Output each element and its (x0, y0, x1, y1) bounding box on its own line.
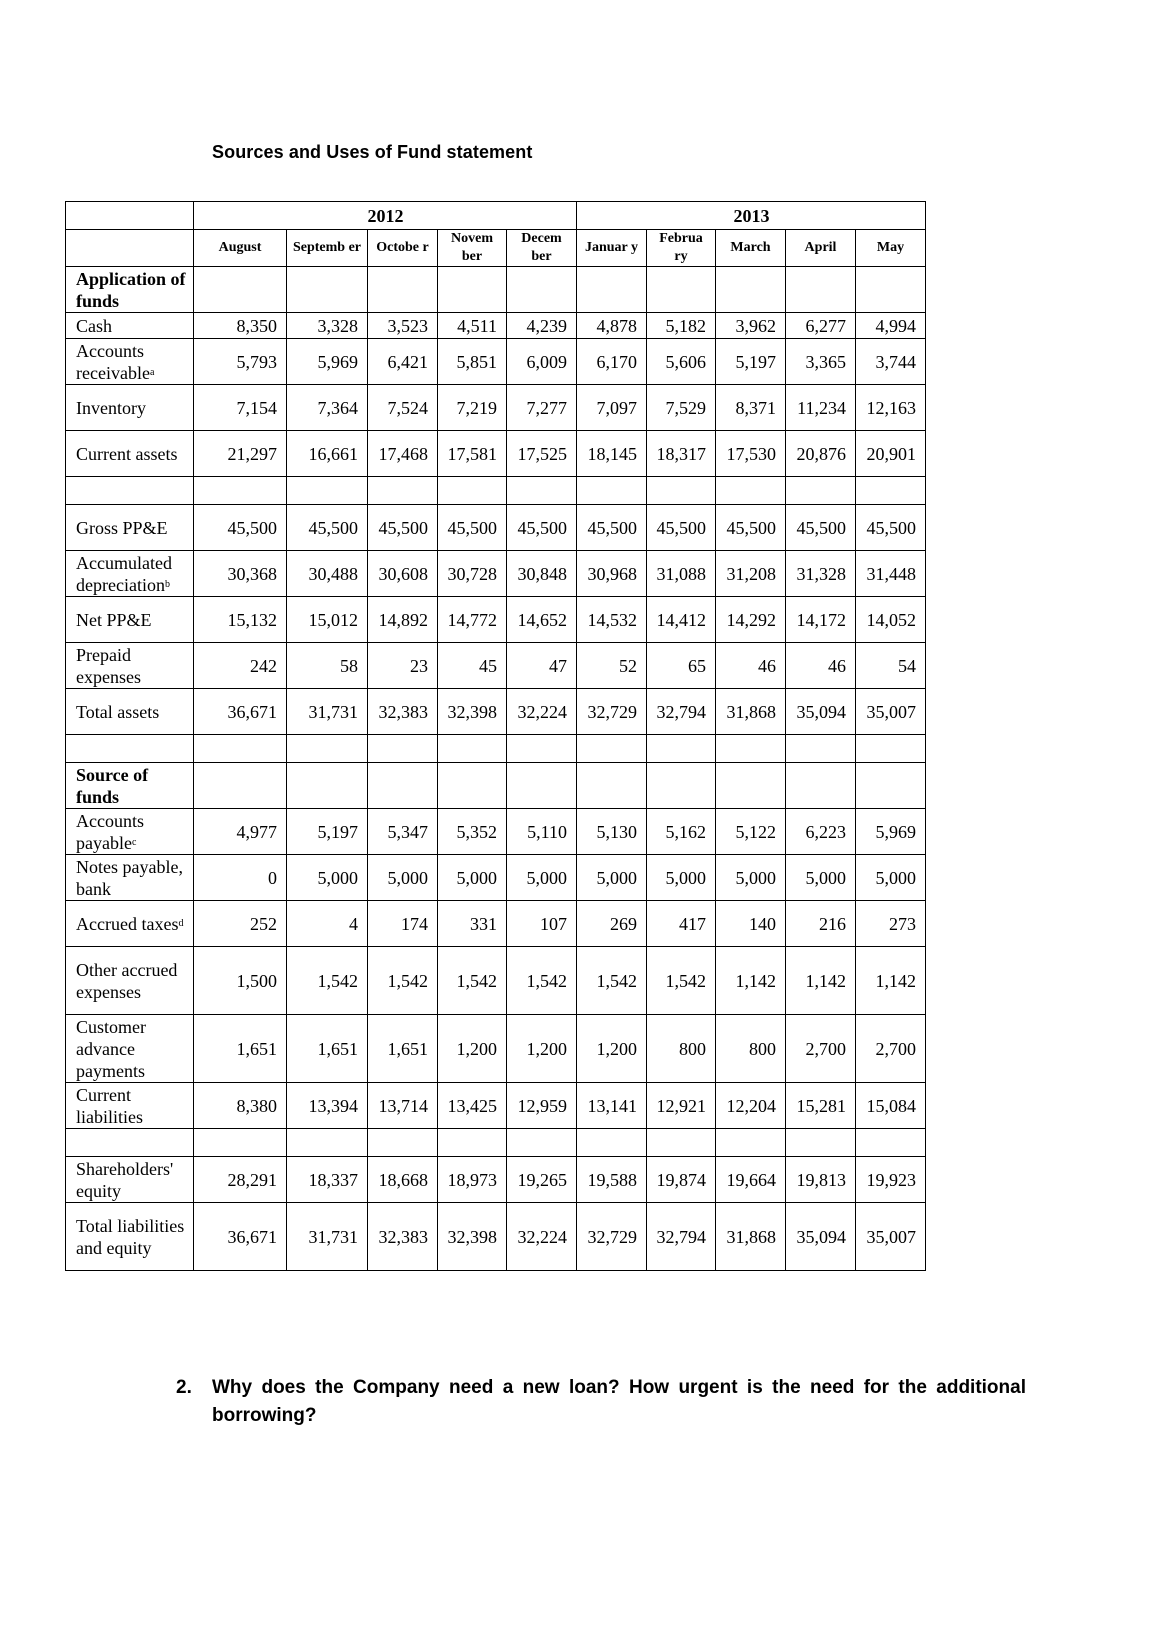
cell-value: 5,130 (577, 809, 647, 855)
spacer-row (66, 1129, 926, 1157)
table-row (66, 1083, 926, 1129)
cell-value: 14,412 (647, 597, 716, 643)
cell-value: 18,668 (368, 1157, 438, 1203)
cell-value: 18,973 (438, 1157, 507, 1203)
cell-value: 13,141 (577, 1083, 647, 1129)
cell-value: 46 (786, 643, 856, 689)
row-label: Total liabilities and equity (66, 1203, 194, 1271)
cell-value: 12,204 (716, 1083, 786, 1129)
cell-value: 15,281 (786, 1083, 856, 1129)
cell-value: 8,380 (194, 1083, 287, 1129)
row-label: Shareholders' equity (66, 1157, 194, 1203)
cell-value: 45,500 (577, 505, 647, 551)
cell-value: 3,328 (287, 313, 368, 339)
cell-value: 5,851 (438, 339, 507, 385)
year-header-row (66, 202, 926, 230)
cell-value: 19,874 (647, 1157, 716, 1203)
cell-value: 13,394 (287, 1083, 368, 1129)
month-header: Decem ber (507, 230, 577, 267)
table-row (66, 505, 926, 551)
cell-value: 1,200 (507, 1015, 577, 1083)
cell-value: 242 (194, 643, 287, 689)
cell-value: 800 (647, 1015, 716, 1083)
cell-value: 30,608 (368, 551, 438, 597)
row-label: Cash (66, 313, 194, 339)
cell-value: 21,297 (194, 431, 287, 477)
cell-value: 18,337 (287, 1157, 368, 1203)
cell-value: 252 (194, 901, 287, 947)
cell-value: 7,219 (438, 385, 507, 431)
cell-value: 14,772 (438, 597, 507, 643)
cell-value: 5,352 (438, 809, 507, 855)
cell-value: 35,007 (856, 689, 926, 735)
cell-value: 20,876 (786, 431, 856, 477)
cell-value: 54 (856, 643, 926, 689)
cell-value: 19,664 (716, 1157, 786, 1203)
cell-value: 1,142 (716, 947, 786, 1015)
cell-value: 7,529 (647, 385, 716, 431)
cell-value: 14,532 (577, 597, 647, 643)
cell-value: 2,700 (856, 1015, 926, 1083)
cell-value: 4,977 (194, 809, 287, 855)
cell-value: 3,523 (368, 313, 438, 339)
cell-value: 1,200 (577, 1015, 647, 1083)
cell-value: 3,365 (786, 339, 856, 385)
cell-value: 1,542 (577, 947, 647, 1015)
cell-value: 19,813 (786, 1157, 856, 1203)
cell-value: 2,700 (786, 1015, 856, 1083)
sources-uses-table (65, 201, 926, 1271)
month-header: Septemb er (287, 230, 368, 267)
cell-value: 5,197 (287, 809, 368, 855)
row-label: Other accrued expenses (66, 947, 194, 1015)
cell-value: 3,962 (716, 313, 786, 339)
cell-value: 5,162 (647, 809, 716, 855)
cell-value: 5,969 (287, 339, 368, 385)
cell-value: 5,969 (856, 809, 926, 855)
cell-value: 6,009 (507, 339, 577, 385)
cell-value: 30,848 (507, 551, 577, 597)
cell-value: 4,878 (577, 313, 647, 339)
cell-value: 1,542 (507, 947, 577, 1015)
cell-value: 30,968 (577, 551, 647, 597)
section-heading: Source of funds (66, 763, 194, 809)
cell-value: 4,511 (438, 313, 507, 339)
cell-value: 31,868 (716, 689, 786, 735)
cell-value: 6,223 (786, 809, 856, 855)
cell-value: 1,200 (438, 1015, 507, 1083)
cell-value: 5,347 (368, 809, 438, 855)
month-header: August (194, 230, 287, 267)
cell-value: 17,530 (716, 431, 786, 477)
table-row (66, 313, 926, 339)
cell-value: 14,652 (507, 597, 577, 643)
header-corner (66, 230, 194, 267)
cell-value: 18,317 (647, 431, 716, 477)
cell-value: 31,868 (716, 1203, 786, 1271)
question-number: 2. (176, 1377, 192, 1398)
table-row (66, 1157, 926, 1203)
month-header: May (856, 230, 926, 267)
cell-value: 7,154 (194, 385, 287, 431)
cell-value: 45,500 (856, 505, 926, 551)
cell-value: 1,542 (368, 947, 438, 1015)
cell-value: 12,921 (647, 1083, 716, 1129)
cell-value: 216 (786, 901, 856, 947)
cell-value: 32,729 (577, 689, 647, 735)
cell-value: 1,142 (786, 947, 856, 1015)
cell-value: 8,371 (716, 385, 786, 431)
cell-value: 32,729 (577, 1203, 647, 1271)
cell-value: 36,671 (194, 1203, 287, 1271)
cell-value: 5,000 (577, 855, 647, 901)
cell-value: 269 (577, 901, 647, 947)
year-2013-header: 2013 (577, 202, 926, 230)
row-label: Accounts receivable$^a$ (66, 339, 194, 385)
month-header: Novem ber (438, 230, 507, 267)
cell-value: 45,500 (194, 505, 287, 551)
table-row (66, 431, 926, 477)
month-header: Januar y (577, 230, 647, 267)
table-row (66, 597, 926, 643)
cell-value: 13,425 (438, 1083, 507, 1129)
cell-value: 45,500 (507, 505, 577, 551)
spacer-row (66, 735, 926, 763)
cell-value: 1,142 (856, 947, 926, 1015)
cell-value: 417 (647, 901, 716, 947)
cell-value: 3,744 (856, 339, 926, 385)
table-row (66, 385, 926, 431)
cell-value: 31,328 (786, 551, 856, 597)
table-row (66, 643, 926, 689)
table-row (66, 551, 926, 597)
cell-value: 30,368 (194, 551, 287, 597)
cell-value: 19,588 (577, 1157, 647, 1203)
cell-value: 35,094 (786, 689, 856, 735)
cell-value: 30,728 (438, 551, 507, 597)
section-source-row (66, 763, 926, 809)
month-header: April (786, 230, 856, 267)
cell-value: 45,500 (716, 505, 786, 551)
footnote-marker: c (131, 836, 137, 848)
cell-value: 32,383 (368, 1203, 438, 1271)
cell-value: 32,224 (507, 689, 577, 735)
cell-value: 174 (368, 901, 438, 947)
cell-value: 12,959 (507, 1083, 577, 1129)
cell-value: 1,651 (368, 1015, 438, 1083)
cell-value: 32,383 (368, 689, 438, 735)
cell-value: 31,208 (716, 551, 786, 597)
footnote-marker: a (149, 366, 155, 378)
cell-value: 15,084 (856, 1083, 926, 1129)
table-row (66, 901, 926, 947)
cell-value: 273 (856, 901, 926, 947)
cell-value: 5,000 (786, 855, 856, 901)
cell-value: 5,000 (856, 855, 926, 901)
cell-value: 52 (577, 643, 647, 689)
cell-value: 12,163 (856, 385, 926, 431)
cell-value: 8,350 (194, 313, 287, 339)
section-application-row (66, 267, 926, 313)
cell-value: 13,714 (368, 1083, 438, 1129)
cell-value: 6,170 (577, 339, 647, 385)
cell-value: 46 (716, 643, 786, 689)
cell-value: 1,542 (647, 947, 716, 1015)
cell-value: 5,606 (647, 339, 716, 385)
cell-value: 15,012 (287, 597, 368, 643)
cell-value: 45 (438, 643, 507, 689)
cell-value: 31,731 (287, 1203, 368, 1271)
cell-value: 45,500 (287, 505, 368, 551)
month-header-row (66, 230, 926, 267)
cell-value: 32,794 (647, 689, 716, 735)
cell-value: 31,448 (856, 551, 926, 597)
cell-value: 31,088 (647, 551, 716, 597)
cell-value: 17,468 (368, 431, 438, 477)
cell-value: 15,132 (194, 597, 287, 643)
footnote-marker: b (164, 578, 170, 590)
row-label: Gross PP&E (66, 505, 194, 551)
table-row (66, 339, 926, 385)
cell-value: 17,525 (507, 431, 577, 477)
cell-value: 45,500 (647, 505, 716, 551)
cell-value: 32,398 (438, 689, 507, 735)
cell-value: 0 (194, 855, 287, 901)
cell-value: 11,234 (786, 385, 856, 431)
month-header: March (716, 230, 786, 267)
cell-value: 1,651 (287, 1015, 368, 1083)
cell-value: 28,291 (194, 1157, 287, 1203)
cell-value: 7,524 (368, 385, 438, 431)
cell-value: 35,007 (856, 1203, 926, 1271)
cell-value: 36,671 (194, 689, 287, 735)
row-label: Inventory (66, 385, 194, 431)
row-label: Current liabilities (66, 1083, 194, 1129)
cell-value: 1,542 (287, 947, 368, 1015)
month-header: Octobe r (368, 230, 438, 267)
question-block (176, 1374, 1026, 1430)
row-label: Accumulated depreciation$^b$ (66, 551, 194, 597)
cell-value: 19,923 (856, 1157, 926, 1203)
cell-value: 31,731 (287, 689, 368, 735)
cell-value: 140 (716, 901, 786, 947)
cell-value: 5,000 (716, 855, 786, 901)
page-title: Sources and Uses of Fund statement (212, 142, 533, 162)
cell-value: 5,197 (716, 339, 786, 385)
cell-value: 6,277 (786, 313, 856, 339)
row-label: Accrued taxes$^d$ (66, 901, 194, 947)
row-label: Net PP&E (66, 597, 194, 643)
cell-value: 1,500 (194, 947, 287, 1015)
footnote-marker: d (178, 917, 184, 929)
cell-value: 23 (368, 643, 438, 689)
cell-value: 5,000 (647, 855, 716, 901)
cell-value: 32,794 (647, 1203, 716, 1271)
cell-value: 17,581 (438, 431, 507, 477)
cell-value: 107 (507, 901, 577, 947)
cell-value: 4 (287, 901, 368, 947)
cell-value: 32,224 (507, 1203, 577, 1271)
cell-value: 1,542 (438, 947, 507, 1015)
cell-value: 6,421 (368, 339, 438, 385)
cell-value: 5,110 (507, 809, 577, 855)
cell-value: 331 (438, 901, 507, 947)
cell-value: 5,793 (194, 339, 287, 385)
cell-value: 14,052 (856, 597, 926, 643)
row-label: Total assets (66, 689, 194, 735)
cell-value: 7,277 (507, 385, 577, 431)
cell-value: 4,994 (856, 313, 926, 339)
cell-value: 16,661 (287, 431, 368, 477)
table-row (66, 855, 926, 901)
table-row (66, 689, 926, 735)
cell-value: 35,094 (786, 1203, 856, 1271)
month-header: Februa ry (647, 230, 716, 267)
cell-value: 65 (647, 643, 716, 689)
section-heading: Application of funds (66, 267, 194, 313)
row-label: Customer advance payments (66, 1015, 194, 1083)
cell-value: 45,500 (786, 505, 856, 551)
question-text: Why does the Company need a new loan? How urgent is the need for the additional borrowing? (212, 1377, 1026, 1426)
cell-value: 5,000 (287, 855, 368, 901)
row-label: Prepaid expenses (66, 643, 194, 689)
cell-value: 18,145 (577, 431, 647, 477)
table-row (66, 947, 926, 1015)
table-row (66, 809, 926, 855)
cell-value: 7,364 (287, 385, 368, 431)
cell-value: 7,097 (577, 385, 647, 431)
row-label: Notes payable, bank (66, 855, 194, 901)
cell-value: 5,122 (716, 809, 786, 855)
cell-value: 47 (507, 643, 577, 689)
cell-value: 5,000 (368, 855, 438, 901)
cell-value: 14,292 (716, 597, 786, 643)
cell-value: 19,265 (507, 1157, 577, 1203)
year-2012-header: 2012 (194, 202, 577, 230)
row-label: Current assets (66, 431, 194, 477)
cell-value: 1,651 (194, 1015, 287, 1083)
cell-value: 5,000 (507, 855, 577, 901)
cell-value: 58 (287, 643, 368, 689)
cell-value: 45,500 (368, 505, 438, 551)
cell-value: 32,398 (438, 1203, 507, 1271)
cell-value: 14,172 (786, 597, 856, 643)
row-label: Accounts payable$^c$ (66, 809, 194, 855)
header-corner (66, 202, 194, 230)
cell-value: 20,901 (856, 431, 926, 477)
cell-value: 30,488 (287, 551, 368, 597)
cell-value: 5,182 (647, 313, 716, 339)
cell-value: 800 (716, 1015, 786, 1083)
cell-value: 14,892 (368, 597, 438, 643)
table-row (66, 1203, 926, 1271)
cell-value: 5,000 (438, 855, 507, 901)
table-row (66, 1015, 926, 1083)
spacer-row (66, 477, 926, 505)
cell-value: 45,500 (438, 505, 507, 551)
cell-value: 4,239 (507, 313, 577, 339)
